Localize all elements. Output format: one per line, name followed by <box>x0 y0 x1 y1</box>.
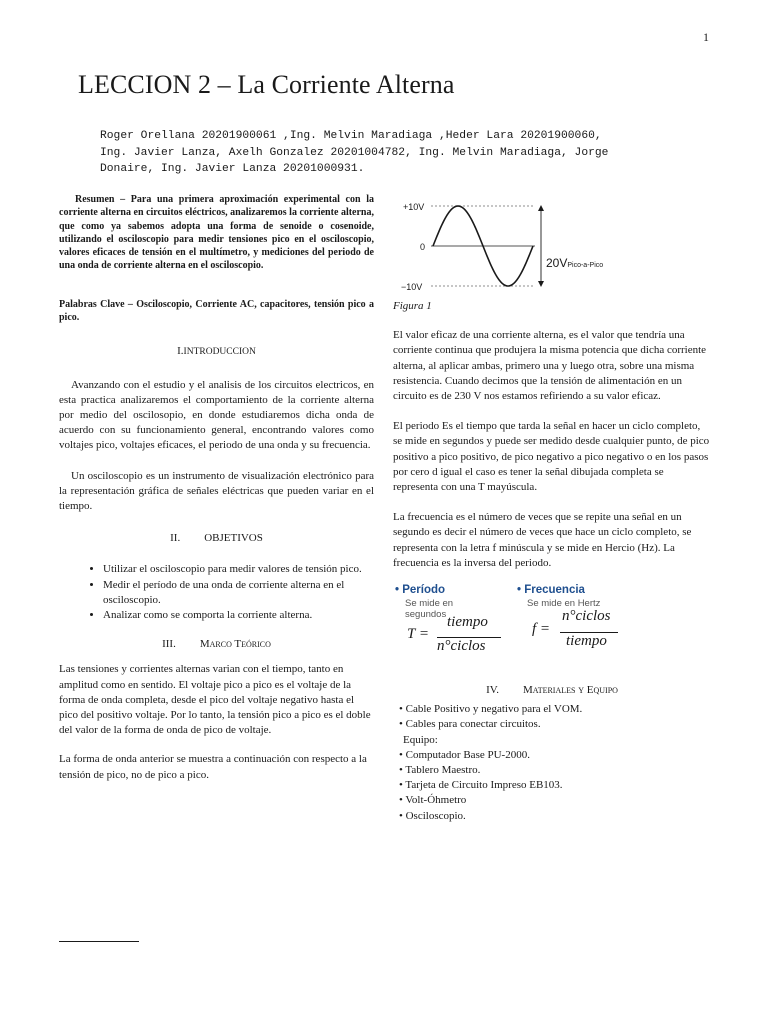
rms-paragraph: El valor eficaz de una corriente alterna, es el valor que tendría una corriente continua que produjera la misma potencia que dicha corriente alterna, al aplicar ambas, primero una y luego otra, sobre una misma resistencia. Cuando decimos que la tensión de alimentación en un circuito es de 230 V nos estamos refiriendo a su valor eficaz. <box>393 329 707 403</box>
label-zero: 0 <box>420 242 426 252</box>
section-title: INTRODUCCION <box>183 347 256 358</box>
section-title: Marco Teórico <box>199 638 271 651</box>
list-item: • Analizar como se comporta la corriente alterna. <box>103 608 374 623</box>
intro-paragraph-2: Un osciloscopio es un instrumento de visualización electrónico para la representación gráfica de señales eléctricas que pueden variar en el tiempo. <box>59 469 374 512</box>
intro-paragraph-1: Avanzando con el estudio y el analisis de los circuitos electricos, en esta practica analizaremos el comportamiento de la corriente alterna por medio del oscilosopio, en donde estudiaremos dicha onda de acuerdo con su funcionamiento general, encontrando valores como voltajes pico, voltajes eficaces, el periodo de una onda y su frecuencia. <box>59 378 374 452</box>
frequency-lhs: f = <box>532 621 551 638</box>
abstract: Resumen – Para una primera aproximación experimental con la corriente alterna en circuitos eléctricos, analizaremos la corriente alterna, que como ya sabemos adopta una forma de senoide o cosenoide, utilizando el osciloscopio para medir tensiones pico en el osciloscopio, valores eficaces de tensión en el multímetro, y mediciones del periodo de una onda de corriente alterna en el osciloscopio. <box>59 194 374 272</box>
frequency-denominator: tiempo <box>566 633 607 650</box>
footnote-rule <box>59 941 139 942</box>
list-item: • Medir el período de una onda de corriente alterna en el osciloscopio. <box>103 578 374 608</box>
period-sub-2: segundos <box>405 609 447 621</box>
period-heading: • Período <box>395 584 446 597</box>
section-title: Materiales y Equipo <box>523 684 618 697</box>
page-title: LECCION 2 – La Corriente Alterna <box>78 70 455 99</box>
figure-caption: Figura 1 <box>393 300 432 312</box>
section-number: IV. <box>486 684 500 697</box>
section-heading-objetivos <box>59 531 374 546</box>
frequency-sub-1: Se mide en Hertz <box>527 598 601 610</box>
section-number: I. <box>177 345 184 358</box>
period-denominator: n°ciclos <box>437 638 486 655</box>
right-column <box>393 196 711 824</box>
list-item: • Tablero Maestro. <box>399 764 481 777</box>
period-equation <box>407 615 507 663</box>
materials-list <box>393 702 711 824</box>
left-column <box>59 193 374 783</box>
objectives-list <box>59 562 374 623</box>
authors: Roger Orellana 20201900061 ,Ing. Melvin Maradiaga ,Heder Lara 20201900060, Ing. Javier Lanza, Axelh Gonzalez 20201004782, Ing. Melvin Maradiaga, Jorge Donaire, Ing. Javier Lanza 20201000931. <box>100 130 609 175</box>
arrow-head-down <box>538 281 544 287</box>
section-heading-materiales <box>393 683 711 698</box>
list-item: • Cables para conectar circuitos. <box>399 718 541 731</box>
list-item: • Volt-Óhmetro <box>399 794 467 807</box>
period-numerator: tiempo <box>447 614 488 631</box>
figure-1-sine-wave <box>393 196 604 301</box>
period-sub-1: Se mide en <box>405 598 454 610</box>
label-positive-peak: +10V <box>403 202 425 212</box>
list-item: • Osciloscopio. <box>399 809 466 822</box>
keywords: Palabras Clave – Osciloscopio, Corriente AC, capacitores, tensión pico a pico. <box>59 298 374 324</box>
section-heading-intro <box>59 344 374 360</box>
period-paragraph: El periodo Es el tiempo que tarda la señal en hacer un ciclo completo, se mide en segundos y puede ser medido desde cualquier punto, de pico positivo a pico positivo, de pico negativo a pico negativo o en los pasos por cero d igual el caso es tener la señal dibujada completa se representa con una T mayúscula. <box>393 420 710 494</box>
frequency-paragraph: La frecuencia es el número de veces que se repite una señal en un segundo es decir el número de veces que hace un ciclo completo, se representa con la letra f minúscula y se mide en Hercio (Hz). La frecuencia es la inversa del periodo. <box>393 511 692 569</box>
list-item: • Cable Positivo y negativo para el VOM. <box>399 703 583 716</box>
section-number: II. <box>170 532 181 545</box>
section-number: III. <box>162 638 176 651</box>
section-heading-marco <box>59 637 374 652</box>
frequency-formula <box>517 583 600 609</box>
list-item: • Tarjeta de Circuito Impreso EB103. <box>399 779 563 792</box>
marco-paragraph-2: La forma de onda anterior se muestra a continuación con respecto a la tensión de pico, no de pico a pico. <box>59 753 367 781</box>
frequency-equation <box>532 607 632 659</box>
list-item: • Utilizar el osciloscopio para medir valores de tensión pico. <box>103 562 374 577</box>
list-item: • Computador Base PU-2000. <box>399 748 530 761</box>
arrow-head-up <box>538 205 544 211</box>
label-negative-peak: −10V <box>401 282 423 292</box>
marco-paragraph-1: Las tensiones y corrientes alternas varian con el tiempo, tanto en amplitud como en sentido. El voltaje pico a pico es el voltaje de la forma de onda completa, desde el pico del voltaje negativo hasta el pico del positivo voltaje. Por lo tanto, la tensión pico a pico es el doble del valor de la forma de onda de pico de voltaje. <box>59 663 371 737</box>
formula-panel <box>395 583 625 665</box>
frequency-numerator: n°ciclos <box>562 608 611 625</box>
label-pp-main: 20V <box>546 256 568 270</box>
page-number: 1 <box>703 30 709 44</box>
label-pp-sub: Pico-a-Pico <box>567 262 604 269</box>
frequency-heading: • Frecuencia <box>517 584 585 597</box>
label-peak-to-peak <box>546 256 603 273</box>
period-lhs: T = <box>407 626 429 643</box>
list-item: Equipo: <box>403 733 438 746</box>
section-title: OBJETIVOS <box>204 532 263 545</box>
